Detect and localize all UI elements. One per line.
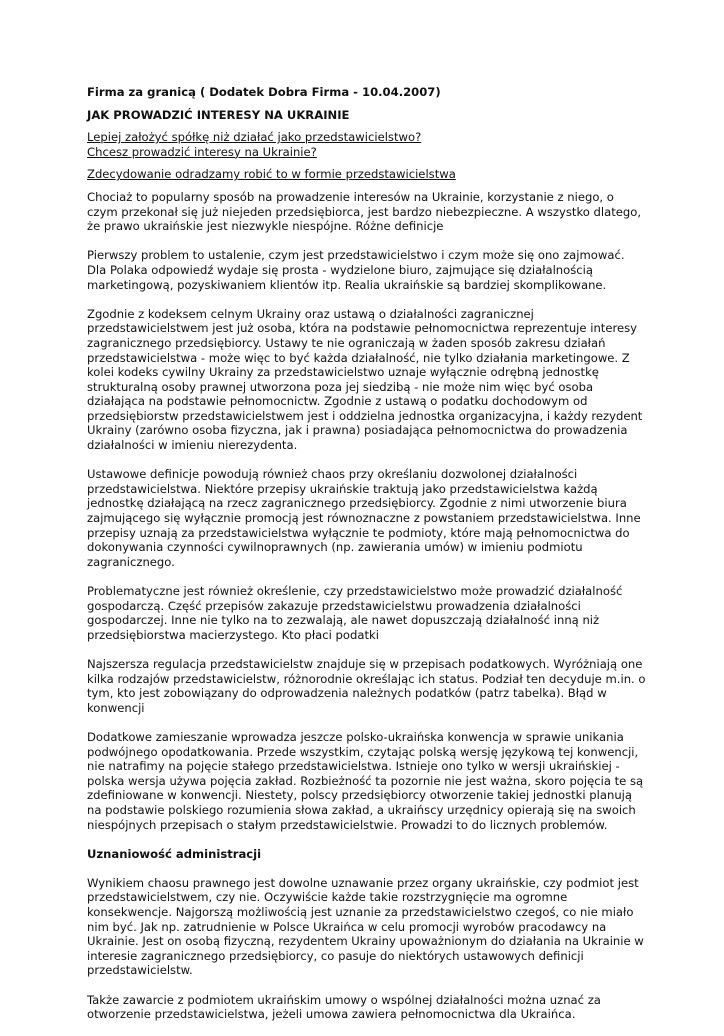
paragraph: Najszersza regulacja przedstawicielstw znajduje się w przepisach podatkowych. Wyróżniają one kilka rodzajów przedstawicielstw, różnorodnie określając ich status. Podział ten decyduje m.in. o tym, kto jest zobowiązany do odprowadzenia należnych podatków (patrz tabelka). Błąd w konwencji	[87, 656, 646, 715]
paragraph: Także zawarcie z podmiotem ukraińskim umowy o wspólnej działalności można uznać za otworzenie przedstawicielstwa, jeżeli umowa zawiera pełnomocnictwa dla Ukraińca.	[87, 992, 601, 1022]
related-links	[87, 130, 647, 159]
document-heading: JAK PROWADZIĆ INTERESY NA UKRAINIE	[87, 107, 350, 122]
paragraph: Pierwszy problem to ustalenie, czym jest przedstawicielstwo i czym może się ono zajmować. Dla Polaka odpowiedź wydaje się prosta - wydzielone biuro, zajmujące się działalnością marketingową, pozyskiwaniem klientów itp. Realia ukraińskie są bardziej skomplikowane.	[87, 248, 625, 292]
section-title: Uznaniowość administracji	[87, 846, 262, 861]
paragraph: Wynikiem chaosu prawnego jest dowolne uznawanie przez organy ukraińskie, czy podmiot jest przedstawicielstwem, czy nie. Oczywiście każde takie rozstrzygnięcie ma ogromne konsekwencje. Najgorszą możliwością jest uznanie za przedstawicielstwo czegoś, co nie miało nim być. Jak np. zatrudnienie w Polsce Ukraińca w celu promocji wyrobów pracodawcy na Ukrainie. Jest on osobą fizyczną, rezydentem Ukrainy upoważnionym do działania na Ukrainie w interesie zagranicznego przedsiębiorcy, co pasuje do niektórych ustawowych definicji przedstawicielstw.	[87, 875, 644, 978]
paragraph: Chociaż to popularny sposób na prowadzenie interesów na Ukrainie, korzystanie z niego, o czym przekonał się już niejeden przedsiębiorca, jest bardzo niebezpieczne. A wszystko dlatego, że prawo ukraińskie jest niezwykle niespójne. Różne definicje	[87, 189, 642, 234]
paragraph: Zgodnie z kodeksem celnym Ukrainy oraz ustawą o działalności zagranicznej przedstawicielstwem jest już osoba, która na podstawie pełnomocnictwa reprezentuje interesy zagranicznego przedsiębiorcy. Ustawy te nie ograniczają w żaden sposób zakresu działań przedstawicielstwa - może więc to być każda działalność, nie tylko działania marketingowe. Z kolei kodeks cywilny Ukrainy za przedstawicielstwo uznaje wyłącznie odrębną jednostkę strukturalną osoby prawnej utworzona poza jej siedzibą - nie może nim więc być osoba działająca na podstawie pełnomocnictw. Zgodnie z ustawą o podatku dochodowym od przedsiębiorstw przedstawicielstwem jest i oddzielna jednostka organizacyjna, i każdy rezydent Ukrainy (zarówno osoba fizyczna, jak i prawna) posiadająca pełnomocnictwa do prowadzenia działalności w imieniu nierezydenta.	[87, 306, 643, 453]
document-title: Firma za granicą ( Dodatek Dobra Firma - 10.04.2007)	[87, 85, 441, 99]
paragraph: Ustawowe definicje powodują również chaos przy określaniu dozwolonej działalności przedstawicielstwa. Niektóre przepisy ukraińskie traktują jako przedstawicielstwa każdą jednostkę działającą na rzecz zagranicznego przedsiębiorcy. Zgodnie z nimi utworzenie biura zajmującego się wyłącznie promocją jest równoznaczne z powstaniem przedstawicielstwa. Inne przepisy uznają za przedstawicielstwa wyłącznie te podmioty, które mają pełnomocnictwa do dokonywania czynności cywilnoprawnych (np. zawierania umów) w imieniu podmiotu zagranicznego.	[87, 467, 641, 569]
document-subheading: Zdecydowanie odradzamy robić to w formie przedstawicielstwa	[87, 167, 456, 182]
paragraph: Problematyczne jest również określenie, czy przedstawicielstwo może prowadzić działalność gospodarczą. Część przepisów zakazuje przedstawicielstwu prowadzenia działalności gospodarczej. Inne nie tylko na to zezwalają, ale nawet dopuszczają działalność inną niż przedsiębiorstwa macierzystego. Kto płaci podatki	[87, 584, 623, 642]
paragraph: Dodatkowe zamieszanie wprowadza jeszcze polsko-ukraińska konwencja w sprawie unikania podwójnego opodatkowania. Przede wszystkim, czytając polską wersję językową tej konwencji, nie natrafimy na pojęcie stałego przedstawicielstwa. Istnieje ono tylko w wersji ukraińskiej - polska wersja używa pojęcia zakład. Rozbieżność ta pozornie nie jest ważna, skoro pojęcia te są zdefiniowane w konwencji. Niestety, polscy przedsiębiorcy otworzenie takiej jednostki planują na podstawie polskiego rozumienia słowa zakład, a ukraińscy urzędnicy opierają się na swoich niespójnych przepisach o stałym przedstawicielstwie. Prowadzi to do licznych problemów.	[87, 729, 644, 832]
link-spolka-vs-przedstawicielstwo[interactable]: Lepiej założyć spółkę niż działać jako przedstawicielstwo?	[87, 130, 422, 145]
link-interesy-na-ukrainie[interactable]: Chcesz prowadzić interesy na Ukrainie?	[87, 144, 317, 159]
document-page	[87, 85, 647, 1036]
